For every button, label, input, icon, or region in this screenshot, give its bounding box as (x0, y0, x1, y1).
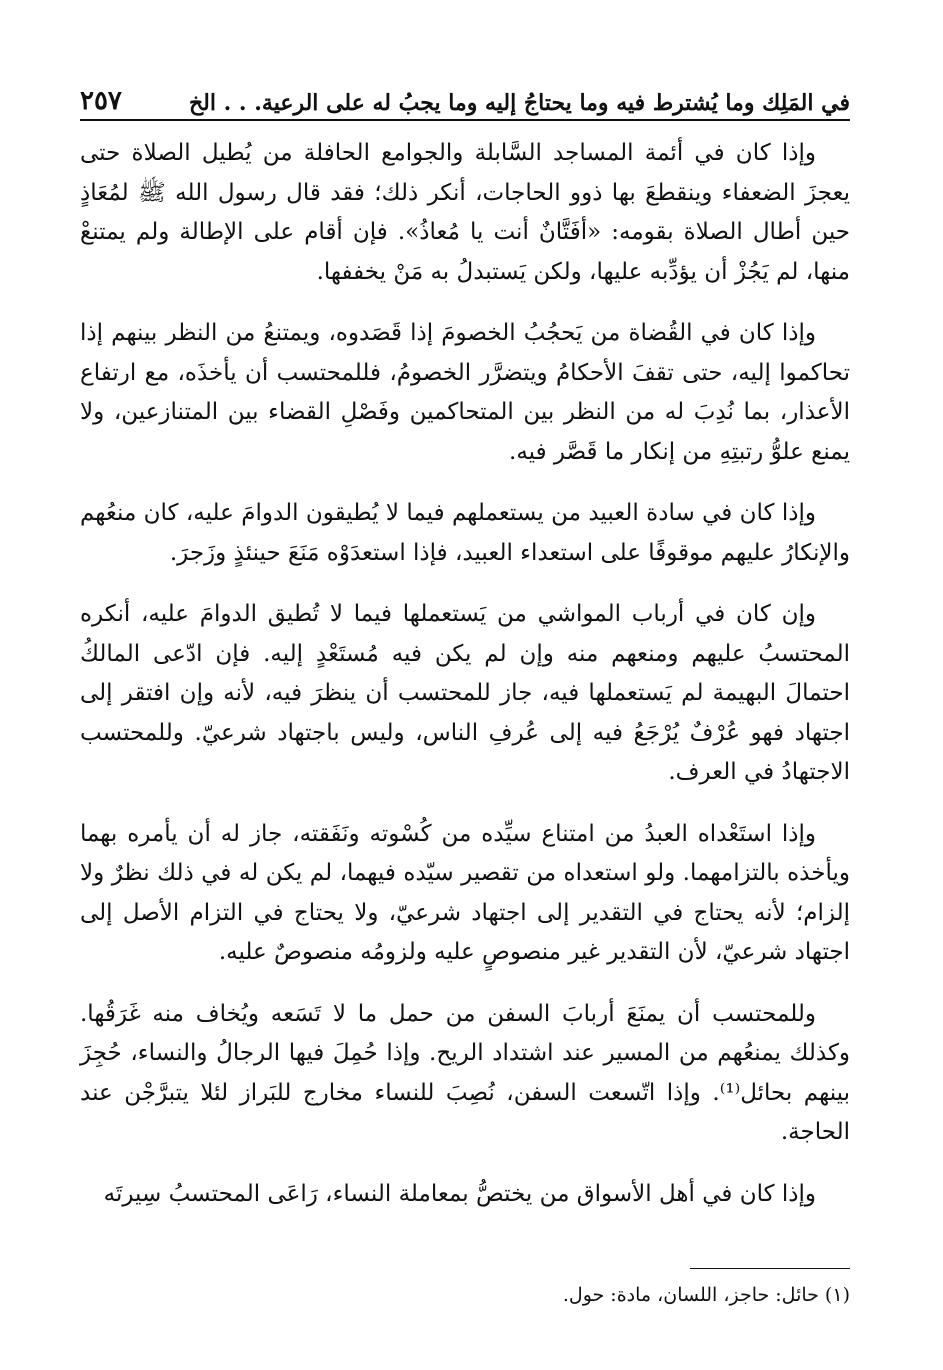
footnote: (١) حائل: حاجز، اللسان، مادة: حول. (562, 1284, 850, 1306)
running-title: في المَلِك وما يُشترط فيه وما يحتاجُ إليه وما يجبُ له على الرعية. . . الخ (188, 90, 850, 116)
main-text (80, 134, 850, 1236)
footnote-divider (690, 1268, 850, 1269)
paragraph-livestock-owners: وإن كان في أرباب المواشي من يَستعملها فيما لا تُطيق الدوامَ عليه، أنكره المحتسبُ عليهم ومنعهم منه وإن لم يكن فيه مُستَعْدٍ إليه. فإن ادّعى المالكُ احتمالَ البهيمة لم يَستعملها فيه، جاز للمحتسب أن ينظرَ فيه، لأنه وإن افتقر إلى اجتهاد فهو عُرْفٌ يُرْجَعُ فيه إلى عُرفِ الناس، وليس باجتهاد شرعيّ. وللمحتسب الاجتهادُ في العرف. (80, 601, 850, 785)
paragraph-slave-complaint: وإذا استَعْداه العبدُ من امتناع سيِّده من كُسْوته ونَفَقته، جاز له أن يأمره بهما ويأخذه بالتزامهما. ولو استعداه من تقصير سيّده فيهما، لم يكن له في ذلك نظرٌ ولا إلزام؛ لأنه يحتاج في التقدير إلى اجتهاد شرعيّ، ولا يحتاج في التزام الأصل إلى اجتهاد شرعيّ، لأن التقدير غير منصوصٍ عليه ولزومُه منصوصٌ عليه. (80, 820, 850, 965)
paragraph-market-traders: وإذا كان في أهل الأسواق من يختصُّ بمعاملة النساء، رَاعَى المحتسبُ سِيرتَه (103, 1180, 816, 1207)
running-head (80, 76, 850, 116)
paragraph-ship-owners: وللمحتسب أن يمنَعَ أربابَ السفن من حمل ما لا تَسَعه ويُخاف منه غَرَقُها. وكذلك يمنعُهم من المسير عند اشتداد الريح. وإذا حُمِلَ فيها الرجالُ والنساء، حُجِزَ بينهم بحائل⁽¹⁾. وإذا اتّسعت السفن، نُصِبَ للنساء مخارج للبَراز لئلا يتبرَّجْن عند الحاجة. (80, 1000, 850, 1145)
paragraph-judges: وإذا كان في القُضاة من يَحجُبُ الخصومَ إذا قَصَدوه، ويمتنعُ من النظر بينهم إذا تحاكموا إليه، حتى تقفَ الأحكامُ ويتضرَّر الخصومُ، فللمحتسب أن يأخذَه، مع ارتفاع الأعذار، بما نُدِبَ له من النظر بين المتحاكمين وفَصْلِ القضاء بين المتنازعين، ولا يمنع علوُّ رتبتِهِ من إنكار ما قَصَّر فيه. (80, 320, 850, 465)
header-divider (80, 119, 850, 121)
paragraph-mosque-imams: وإذا كان في أئمة المساجد السَّابلة والجوامع الحافلة من يُطيل الصلاة حتى يعجزَ الضعفاء وينقطعَ بها ذوو الحاجات، أنكر ذلك؛ فقد قال رسول الله ﷺ لمُعَاذٍ حين أطال الصلاة بقومه: «أفَتَّانٌ أنت يا مُعاذُ». فإن أقام على الإطالة ولم يمتنعْ منها، لم يَجُزْ أن يؤدِّبه عليها، ولكن يَستبدلُ به مَنْ يخففها. (80, 140, 850, 285)
page-number: ٢٥٧ (80, 86, 122, 116)
paragraph-slave-masters: وإذا كان في سادة العبيد من يستعملهم فيما لا يُطيقون الدوامَ عليه، كان منعُهم والإنكارُ عليهم موقوفًا على استعداء العبيد، فإذا استعدَوْه مَنَعَ حينئذٍ وزَجرَ. (80, 500, 850, 566)
